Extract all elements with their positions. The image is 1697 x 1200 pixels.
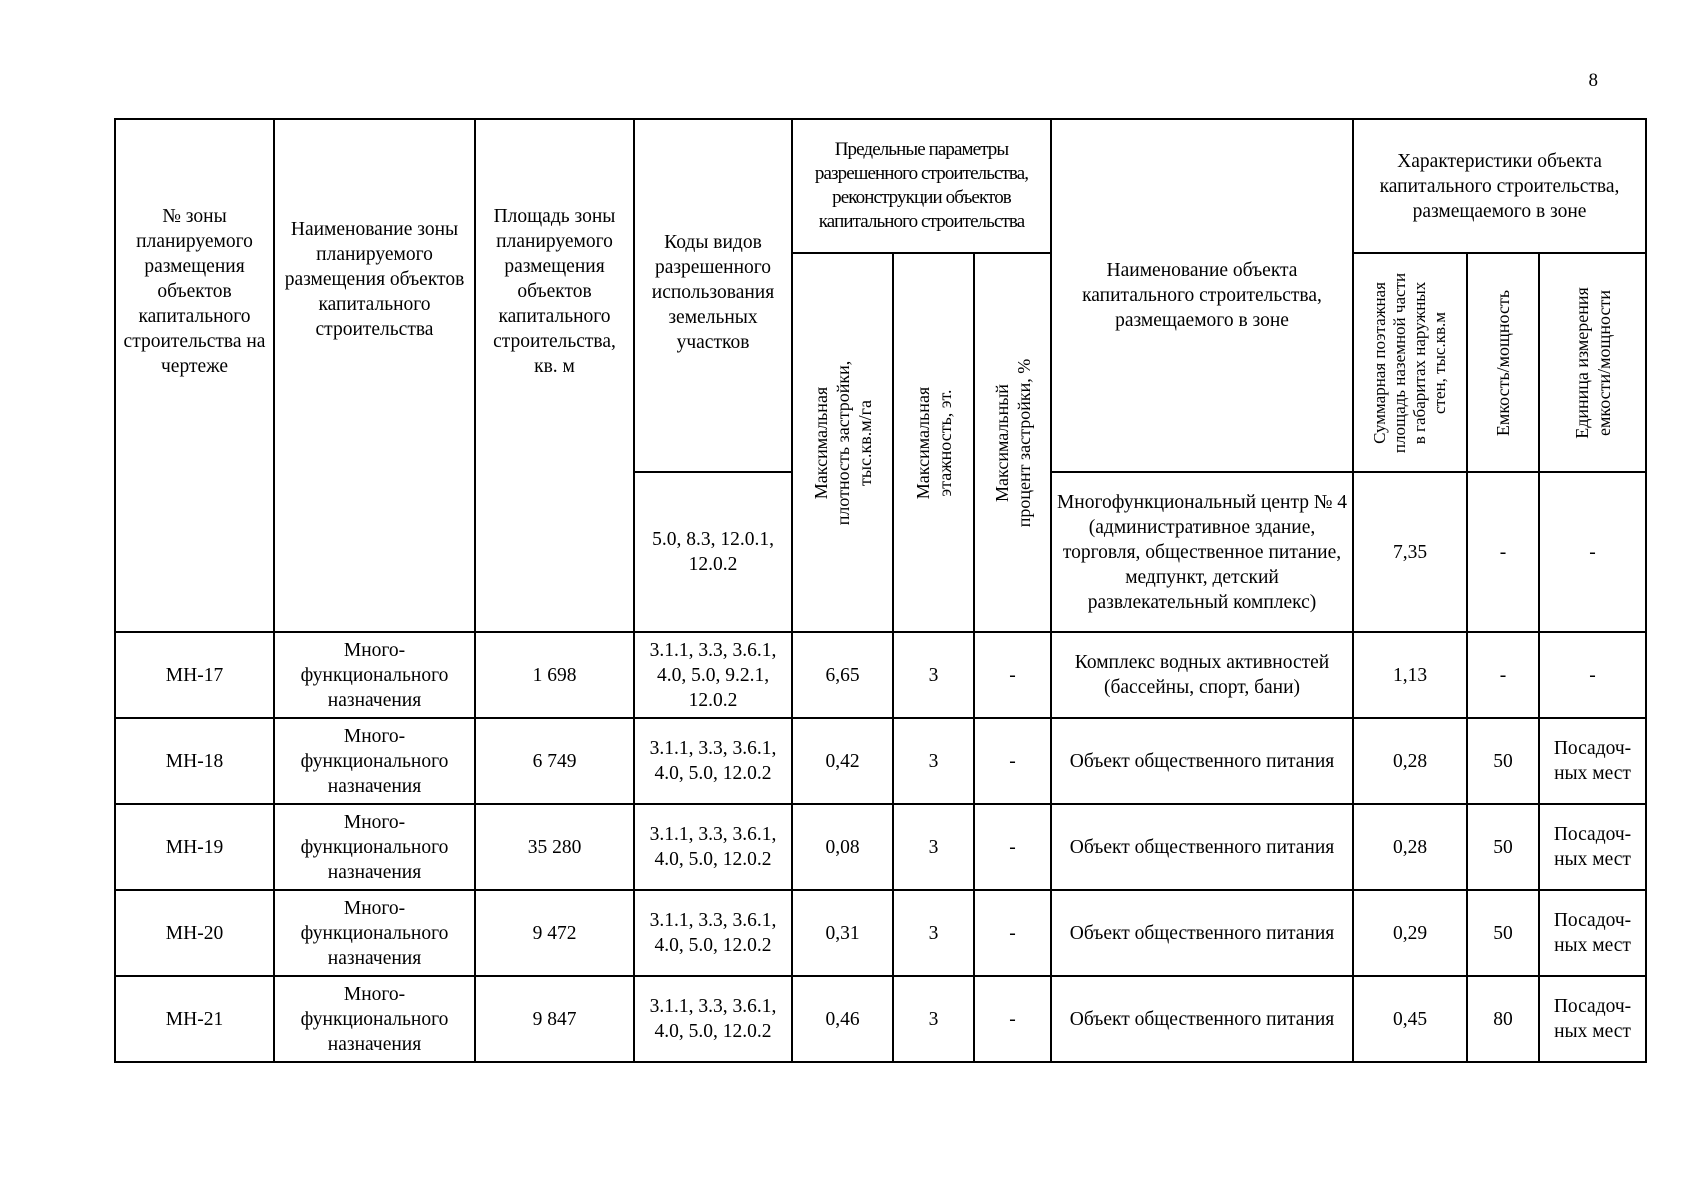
- object-name-cell: Комплекс водных активностей (бассейны, спорт, бани): [1051, 632, 1353, 718]
- capacity-unit-cell: Посадоч-ных мест: [1539, 890, 1646, 976]
- capacity-unit-cell: -: [1539, 632, 1646, 718]
- max-density-cell: 0,08: [792, 804, 893, 890]
- first-row-capacity-unit: -: [1539, 472, 1646, 632]
- use-codes-cell: 3.1.1, 3.3, 3.6.1, 4.0, 5.0, 9.2.1, 12.0.2: [634, 632, 792, 718]
- header-object-chars: Характеристики объекта капитального строительства, размещаемого в зоне: [1353, 119, 1646, 253]
- max-density-cell: 0,42: [792, 718, 893, 804]
- header-zone-area: Площадь зоны планируемого размещения объектов капитального строительства, кв. м: [475, 119, 634, 632]
- zone-area-cell: 35 280: [475, 804, 634, 890]
- header-use-codes: Коды видов разрешенного использования земельных участков: [634, 119, 792, 472]
- zone-name-cell: Много-функционального назначения: [274, 890, 475, 976]
- header-max-floors: Максимальная этажность, эт.: [893, 253, 974, 632]
- max-percent-cell: -: [974, 890, 1051, 976]
- capacity-unit-cell: Посадоч-ных мест: [1539, 804, 1646, 890]
- use-codes-cell: 3.1.1, 3.3, 3.6.1, 4.0, 5.0, 12.0.2: [634, 718, 792, 804]
- max-percent-cell: -: [974, 632, 1051, 718]
- max-floors-cell: 3: [893, 718, 974, 804]
- max-density-cell: 0,31: [792, 890, 893, 976]
- capacity-unit-cell: Посадоч-ных мест: [1539, 976, 1646, 1062]
- zone-no-cell: МН-19: [115, 804, 274, 890]
- header-max-density: Максимальная плотность застройки, тыс.кв.м/га: [792, 253, 893, 632]
- max-percent-cell: -: [974, 976, 1051, 1062]
- capacity-cell: 50: [1467, 890, 1539, 976]
- header-capacity-unit: Единица измерения емкости/мощности: [1539, 253, 1646, 472]
- header-total-area: Суммарная поэтажная площадь наземной части в габаритах наружных стен, тыс.кв.м: [1353, 253, 1467, 472]
- first-row-use-codes: 5.0, 8.3, 12.0.1, 12.0.2: [634, 472, 792, 632]
- zone-name-cell: Много-функционального назначения: [274, 718, 475, 804]
- zone-no-cell: МН-21: [115, 976, 274, 1062]
- header-limit-params: Предельные параметры разрешенного строительства, реконструкции объектов капитального строительства: [792, 119, 1051, 253]
- zone-area-cell: 9 472: [475, 890, 634, 976]
- first-row-object-name: Многофункциональный центр № 4 (административное здание, торговля, общественное питание, медпункт, детский развлекательный комплекс): [1051, 472, 1353, 632]
- zone-area-cell: 9 847: [475, 976, 634, 1062]
- zone-name-cell: Много-функционального назначения: [274, 632, 475, 718]
- header-zone-no: № зоны планируемого размещения объектов капитального строительства на чертеже: [115, 119, 274, 632]
- use-codes-cell: 3.1.1, 3.3, 3.6.1, 4.0, 5.0, 12.0.2: [634, 804, 792, 890]
- zone-no-cell: МН-17: [115, 632, 274, 718]
- object-name-cell: Объект общественного питания: [1051, 890, 1353, 976]
- object-name-cell: Объект общественного питания: [1051, 804, 1353, 890]
- header-max-percent: Максимальный процент застройки, %: [974, 253, 1051, 632]
- total-area-cell: 0,28: [1353, 804, 1467, 890]
- use-codes-cell: 3.1.1, 3.3, 3.6.1, 4.0, 5.0, 12.0.2: [634, 976, 792, 1062]
- capacity-cell: 80: [1467, 976, 1539, 1062]
- max-floors-cell: 3: [893, 632, 974, 718]
- object-name-cell: Объект общественного питания: [1051, 718, 1353, 804]
- total-area-cell: 1,13: [1353, 632, 1467, 718]
- max-floors-cell: 3: [893, 804, 974, 890]
- capacity-cell: 50: [1467, 718, 1539, 804]
- page-number: 8: [1588, 70, 1598, 91]
- table-row: [115, 976, 1646, 1062]
- header-capacity: Емкость/мощность: [1467, 253, 1539, 472]
- max-percent-cell: -: [974, 718, 1051, 804]
- max-density-cell: 0,46: [792, 976, 893, 1062]
- zone-name-cell: Много-функционального назначения: [274, 976, 475, 1062]
- first-row-capacity: -: [1467, 472, 1539, 632]
- capacity-cell: -: [1467, 632, 1539, 718]
- zones-table: [114, 118, 1647, 1063]
- table-row: [115, 632, 1646, 718]
- total-area-cell: 0,28: [1353, 718, 1467, 804]
- max-floors-cell: 3: [893, 890, 974, 976]
- total-area-cell: 0,29: [1353, 890, 1467, 976]
- zone-no-cell: МН-20: [115, 890, 274, 976]
- max-percent-cell: -: [974, 804, 1051, 890]
- object-name-cell: Объект общественного питания: [1051, 976, 1353, 1062]
- first-row-total-area: 7,35: [1353, 472, 1467, 632]
- use-codes-cell: 3.1.1, 3.3, 3.6.1, 4.0, 5.0, 12.0.2: [634, 890, 792, 976]
- table-row: [115, 718, 1646, 804]
- zone-name-cell: Много-функционального назначения: [274, 804, 475, 890]
- max-floors-cell: 3: [893, 976, 974, 1062]
- total-area-cell: 0,45: [1353, 976, 1467, 1062]
- zone-area-cell: 6 749: [475, 718, 634, 804]
- capacity-cell: 50: [1467, 804, 1539, 890]
- zone-no-cell: МН-18: [115, 718, 274, 804]
- zone-area-cell: 1 698: [475, 632, 634, 718]
- table-row: [115, 890, 1646, 976]
- table-row: [115, 804, 1646, 890]
- header-zone-name: Наименование зоны планируемого размещения объектов капитального строительства: [274, 119, 475, 632]
- capacity-unit-cell: Посадоч-ных мест: [1539, 718, 1646, 804]
- header-object-name: Наименование объекта капитального строительства, размещаемого в зоне: [1051, 119, 1353, 472]
- max-density-cell: 6,65: [792, 632, 893, 718]
